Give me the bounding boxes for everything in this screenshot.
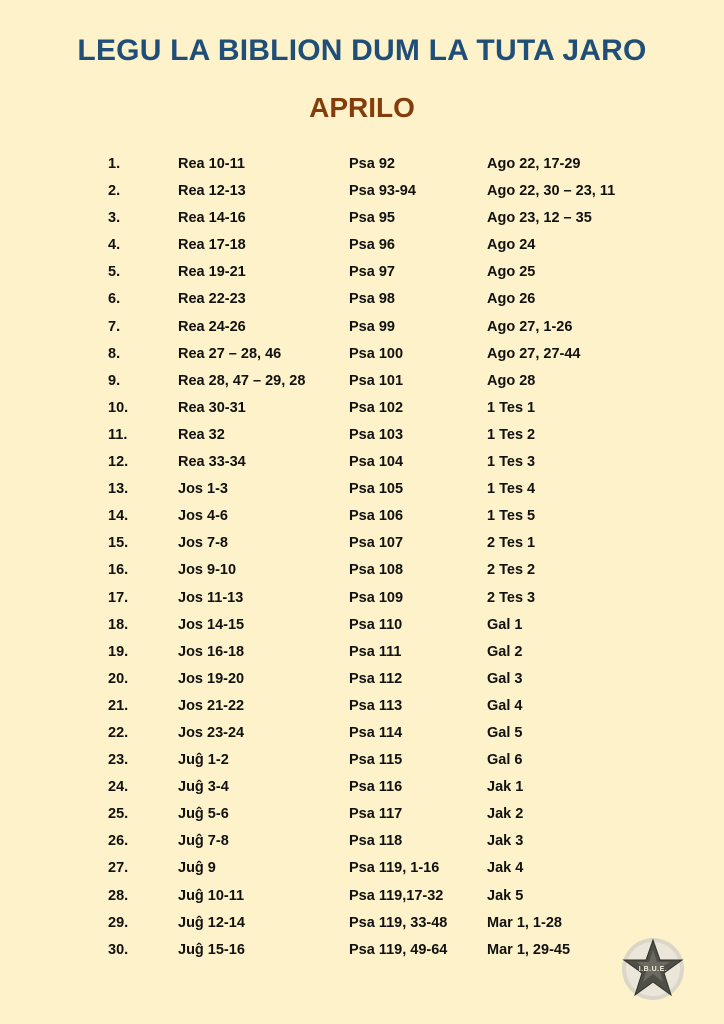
reading-new-testament: Jak 4 [487,860,524,877]
reading-new-testament: Ago 26 [487,291,536,308]
reading-new-testament: Gal 6 [487,752,523,769]
reading-row [0,882,724,909]
reading-psalms: Psa 115 [349,752,403,769]
day-number: 24. [108,779,129,796]
reading-new-testament: Mar 1, 1-28 [487,914,562,931]
reading-row [0,421,724,448]
reading-old-testament: Juĝ 15-16 [178,941,245,958]
reading-old-testament: Rea 30-31 [178,399,246,416]
reading-psalms: Psa 102 [349,399,404,416]
day-number: 22. [108,724,129,741]
reading-old-testament: Juĝ 9 [178,860,216,877]
reading-row [0,719,724,746]
reading-psalms: Psa 104 [349,454,404,471]
day-number: 30. [108,941,129,958]
reading-psalms: Psa 93-94 [349,183,416,200]
reading-new-testament: Jak 5 [487,887,524,904]
reading-new-testament: Mar 1, 29-45 [487,941,571,958]
reading-row [0,258,724,285]
reading-row [0,638,724,665]
reading-old-testament: Jos 14-15 [178,616,245,633]
reading-new-testament: 1 Tes 5 [487,508,536,525]
day-number: 6. [108,291,121,308]
reading-psalms: Psa 111 [349,643,402,660]
reading-psalms: Psa 114 [349,724,403,741]
reading-row [0,773,724,800]
reading-old-testament: Rea 32 [178,426,225,443]
reading-row [0,746,724,773]
reading-new-testament: Ago 27, 1-26 [487,318,573,335]
reading-new-testament: Jak 2 [487,806,524,823]
reading-old-testament: Jos 16-18 [178,643,245,660]
reading-psalms: Psa 119, 1-16 [349,860,440,877]
day-number: 25. [108,806,129,823]
reading-old-testament: Juĝ 12-14 [178,914,245,931]
reading-new-testament: Ago 25 [487,264,536,281]
reading-psalms: Psa 97 [349,264,395,281]
reading-old-testament: Jos 21-22 [178,697,245,714]
reading-new-testament: 2 Tes 2 [487,562,536,579]
day-number: 3. [108,210,121,227]
reading-row [0,665,724,692]
day-number: 7. [108,318,121,335]
day-number: 16. [108,562,129,579]
reading-new-testament: Ago 28 [487,372,536,389]
reading-old-testament: Jos 11-13 [178,589,244,606]
day-number: 10. [108,399,129,416]
reading-old-testament: Rea 24-26 [178,318,246,335]
reading-row [0,448,724,475]
reading-psalms: Psa 95 [349,210,395,227]
reading-row [0,611,724,638]
day-number: 14. [108,508,129,525]
reading-psalms: Psa 110 [349,616,403,633]
day-number: 5. [108,264,121,281]
day-number: 21. [108,697,129,714]
seal-text: I.B.U.E. [638,966,668,973]
reading-psalms: Psa 113 [349,697,403,714]
reading-new-testament: Jak 1 [487,779,524,796]
reading-row [0,556,724,583]
reading-new-testament: Jak 3 [487,833,524,850]
reading-new-testament: Ago 23, 12 – 35 [487,210,592,227]
reading-old-testament: Jos 19-20 [178,670,245,687]
reading-psalms: Psa 119, 49-64 [349,941,448,958]
reading-old-testament: Rea 14-16 [178,210,246,227]
reading-row [0,231,724,258]
reading-old-testament: Rea 33-34 [178,454,246,471]
day-number: 12. [108,454,129,471]
reading-psalms: Psa 108 [349,562,404,579]
reading-old-testament: Juĝ 3-4 [178,779,229,796]
reading-new-testament: Ago 22, 17-29 [487,156,581,172]
reading-row [0,475,724,502]
reading-old-testament: Jos 7-8 [178,535,228,552]
reading-psalms: Psa 116 [349,779,403,796]
day-number: 23. [108,752,129,769]
day-number: 11. [108,426,128,443]
reading-row [0,313,724,340]
reading-row [0,936,724,963]
reading-row [0,502,724,529]
reading-old-testament: Rea 28, 47 – 29, 28 [178,372,306,389]
reading-row [0,584,724,611]
day-number: 29. [108,914,129,931]
reading-psalms: Psa 106 [349,508,404,525]
reading-old-testament: Jos 9-10 [178,562,237,579]
reading-psalms: Psa 119,17-32 [349,887,444,904]
day-number: 8. [108,345,121,362]
reading-row [0,367,724,394]
reading-psalms: Psa 107 [349,535,404,552]
day-number: 20. [108,670,129,687]
reading-old-testament: Rea 12-13 [178,183,246,200]
reading-old-testament: Rea 17-18 [178,237,246,254]
reading-psalms: Psa 96 [349,237,395,254]
reading-psalms: Psa 117 [349,806,403,823]
reading-new-testament: Gal 2 [487,643,523,660]
reading-new-testament: 2 Tes 1 [487,535,536,552]
reading-psalms: Psa 112 [349,670,403,687]
reading-old-testament: Juĝ 7-8 [178,833,229,850]
reading-row [0,909,724,936]
reading-row [0,394,724,421]
reading-old-testament: Jos 23-24 [178,724,245,741]
reading-old-testament: Rea 22-23 [178,291,246,308]
reading-new-testament: 1 Tes 3 [487,454,536,471]
reading-old-testament: Rea 27 – 28, 46 [178,345,282,362]
day-number: 2. [108,183,121,200]
page-title: LEGU LA BIBLION DUM LA TUTA JARO [77,34,647,67]
reading-old-testament: Juĝ 1-2 [178,752,229,769]
day-number: 18. [108,616,129,633]
reading-psalms: Psa 99 [349,318,395,335]
reading-old-testament: Juĝ 5-6 [178,806,229,823]
reading-new-testament: 1 Tes 4 [487,481,536,498]
reading-new-testament: Ago 27, 27-44 [487,345,581,362]
day-number: 15. [108,535,129,552]
reading-schedule [0,150,724,963]
reading-new-testament: Gal 1 [487,616,523,633]
day-number: 4. [108,237,121,254]
day-number: 26. [108,833,129,850]
reading-row [0,177,724,204]
reading-new-testament: 1 Tes 1 [487,399,536,416]
reading-psalms: Psa 98 [349,291,395,308]
day-number: 9. [108,372,121,389]
reading-row [0,854,724,881]
reading-new-testament: Ago 24 [487,237,536,254]
reading-old-testament: Rea 19-21 [178,264,246,281]
day-number: 28. [108,887,129,904]
reading-new-testament: Gal 4 [487,697,523,714]
reading-old-testament: Juĝ 10-11 [178,887,245,904]
reading-row [0,150,724,177]
reading-psalms: Psa 101 [349,372,404,389]
reading-new-testament: Gal 3 [487,670,523,687]
reading-old-testament: Rea 10-11 [178,156,245,172]
day-number: 1. [108,156,121,172]
day-number: 13. [108,481,129,498]
reading-row [0,285,724,312]
reading-psalms: Psa 100 [349,345,404,362]
reading-row [0,529,724,556]
reading-old-testament: Jos 1-3 [178,481,228,498]
day-number: 27. [108,860,129,877]
reading-psalms: Psa 118 [349,833,403,850]
reading-new-testament: Ago 22, 30 – 23, 11 [487,183,616,200]
reading-psalms: Psa 103 [349,426,404,443]
day-number: 19. [108,643,129,660]
reading-new-testament: Gal 5 [487,724,523,741]
reading-psalms: Psa 92 [349,156,395,172]
reading-row [0,692,724,719]
reading-row [0,340,724,367]
reading-row [0,827,724,854]
reading-psalms: Psa 105 [349,481,404,498]
day-number: 17. [108,589,129,606]
reading-old-testament: Jos 4-6 [178,508,228,525]
reading-new-testament: 2 Tes 3 [487,589,536,606]
reading-row [0,800,724,827]
reading-new-testament: 1 Tes 2 [487,426,536,443]
reading-psalms: Psa 109 [349,589,404,606]
reading-row [0,204,724,231]
reading-psalms: Psa 119, 33-48 [349,914,448,931]
month-heading: APRILO [309,92,415,123]
